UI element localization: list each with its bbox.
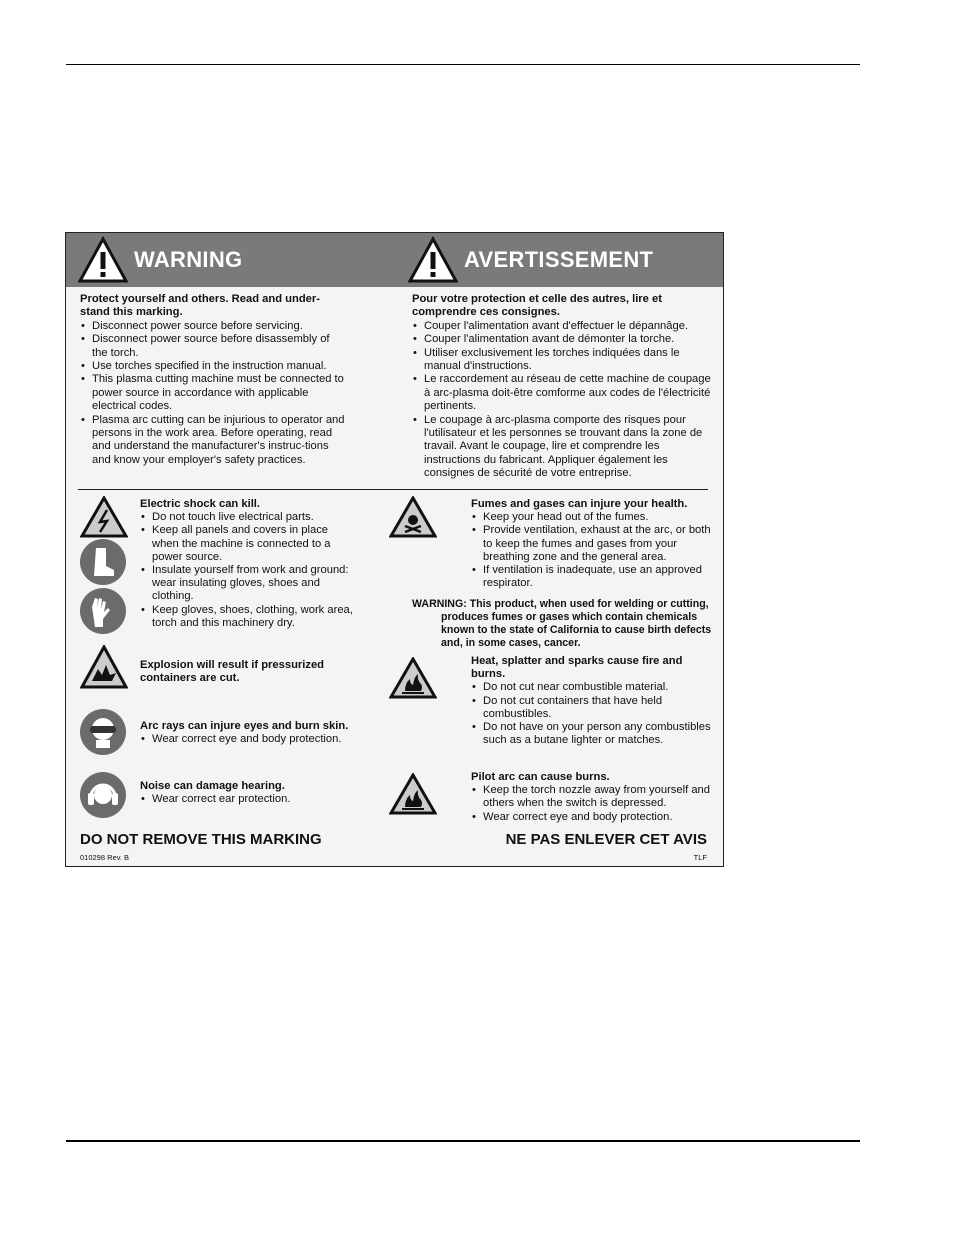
bullet-item: • Utiliser exclusivement les torches indiquées dans le manual d'instructions. (412, 347, 712, 374)
label-code: TLF (693, 853, 707, 862)
eye-protection-icon (80, 709, 126, 755)
fire-icon (389, 657, 437, 699)
noise-list (140, 793, 355, 806)
intro-en (80, 293, 348, 467)
gloves-icon (80, 588, 126, 634)
fire-heading: Heat, splatter and sparks cause fire and burns. (471, 655, 683, 681)
intro-en-list (80, 320, 348, 467)
footer-fr: NE PAS ENLEVER CET AVIS (505, 831, 707, 848)
warning-title-fr (408, 233, 653, 287)
warning-title-text: WARNING (134, 247, 243, 272)
arc-rays-list (140, 733, 360, 746)
bullet-item: • Le raccordement au réseau de cette machine de coupage à arc-plasma doit-être comforme aux codes de l'électricité pertinents. (412, 373, 712, 413)
bullet-item: • Do not cut containers that have held combustibles. (471, 695, 711, 721)
pilot-arc-heading: Pilot arc can cause burns. (471, 771, 610, 783)
noise-heading: Noise can damage hearing. (140, 780, 285, 792)
bullet-item: • Keep all panels and covers in place when the machine is connected to a power source. (140, 524, 355, 564)
ear-protection-icon (80, 772, 126, 818)
california-warning-line1: WARNING: This product, when used for welding or cutting, (412, 598, 709, 610)
noise-section (140, 780, 355, 806)
boot-icon (80, 539, 126, 585)
bullet-item: • Wear correct eye and body protection. (140, 733, 360, 746)
pilot-arc-list (471, 784, 711, 824)
footer-rule (66, 1140, 860, 1142)
bullet-item: • Le coupage à arc-plasma comporte des risques pour l'utilisateur et les personnes se trouvant dans la zone de travail. Avant le coupage, lire et comprendre les instructions du fabricant. Appliquer également les consignes de sécurité de votre entreprise. (412, 414, 712, 481)
fumes-heading: Fumes and gases can injure your health. (471, 498, 688, 510)
bullet-item: • Do not cut near combustible material. (471, 681, 711, 694)
california-warning (412, 598, 712, 650)
bullet-item: • Wear correct eye and body protection. (471, 811, 711, 824)
bullet-item: • Keep gloves, shoes, clothing, work area, torch and this machinery dry. (140, 604, 355, 630)
bullet-item: • Do not have on your person any combustibles such as a butane lighter or matches. (471, 721, 711, 747)
fire-section (471, 655, 711, 747)
bullet-item: • If ventilation is inadequate, use an approved respirator. (471, 564, 711, 590)
section-divider (78, 489, 708, 490)
electric-shock-section (140, 498, 355, 630)
arc-rays-section (140, 720, 360, 746)
bullet-item: • Disconnect power source before servicing. (80, 320, 348, 333)
warning-title-en (78, 233, 242, 287)
intro-fr-list (412, 320, 712, 481)
electric-shock-heading: Electric shock can kill. (140, 498, 261, 510)
bullet-item: • Keep your head out of the fumes. (471, 511, 711, 524)
bullet-item: • Plasma arc cutting can be injurious to operator and persons in the work area. Before operating, read and understand the manufacturer's instruc-tions and know your employer's safety practices. (80, 414, 348, 468)
avertissement-title-text: AVERTISSEMENT (464, 247, 654, 272)
intro-fr (412, 293, 712, 481)
fumes-list (471, 511, 711, 590)
pilot-arc-section (471, 771, 711, 824)
bullet-item: • This plasma cutting machine must be connected to power source in accordance with applicable electrical codes. (80, 373, 348, 413)
bullet-item: • Provide ventilation, exhaust at the arc, or both to keep the fumes and gases from your breathing zone and the general area. (471, 524, 711, 564)
arc-rays-heading: Arc rays can injure eyes and burn skin. (140, 720, 349, 732)
explosion-section (140, 659, 355, 685)
explosion-icon (80, 645, 128, 689)
warning-triangle-icon (408, 236, 458, 284)
explosion-heading: Explosion will result if pressurized containers are cut. (140, 659, 325, 685)
california-warning-text: produces fumes or gases which contain chemicals known to the state of California to cause birth defects and, in some cases, cancer. (441, 611, 712, 649)
bullet-item: • Keep the torch nozzle away from yourself and others when the switch is depressed. (471, 784, 711, 810)
warning-triangle-icon (78, 236, 128, 284)
bullet-item: • Disconnect power source before disassembly of the torch. (80, 333, 348, 360)
fumes-toxic-icon (389, 496, 437, 538)
electric-shock-list (140, 511, 355, 630)
bullet-item: • Use torches specified in the instruction manual. (80, 360, 348, 373)
fumes-section (471, 498, 711, 590)
bullet-item: • Do not touch live electrical parts. (140, 511, 355, 524)
header-rule (66, 64, 860, 65)
warning-label (65, 232, 724, 867)
footer-en: DO NOT REMOVE THIS MARKING (80, 831, 322, 848)
pilot-arc-fire-icon (389, 773, 437, 815)
fire-list (471, 681, 711, 747)
part-number: 010298 Rev. B (80, 853, 130, 862)
bullet-item: • Insulate yourself from work and ground: wear insulating gloves, shoes and clothing. (140, 564, 355, 604)
intro-fr-heading: Pour votre protection et celle des autres, lire et comprendre ces consignes. (412, 293, 662, 319)
bullet-item: • Couper l'alimentation avant de démonter la torche. (412, 333, 712, 346)
intro-en-heading: Protect yourself and others. Read and under-stand this marking. (80, 293, 320, 319)
warning-banner (66, 233, 723, 287)
bullet-item: • Couper l'alimentation avant d'effectuer le dépannâge. (412, 320, 712, 333)
bullet-item: • Wear correct ear protection. (140, 793, 355, 806)
electric-shock-icon (80, 496, 128, 538)
